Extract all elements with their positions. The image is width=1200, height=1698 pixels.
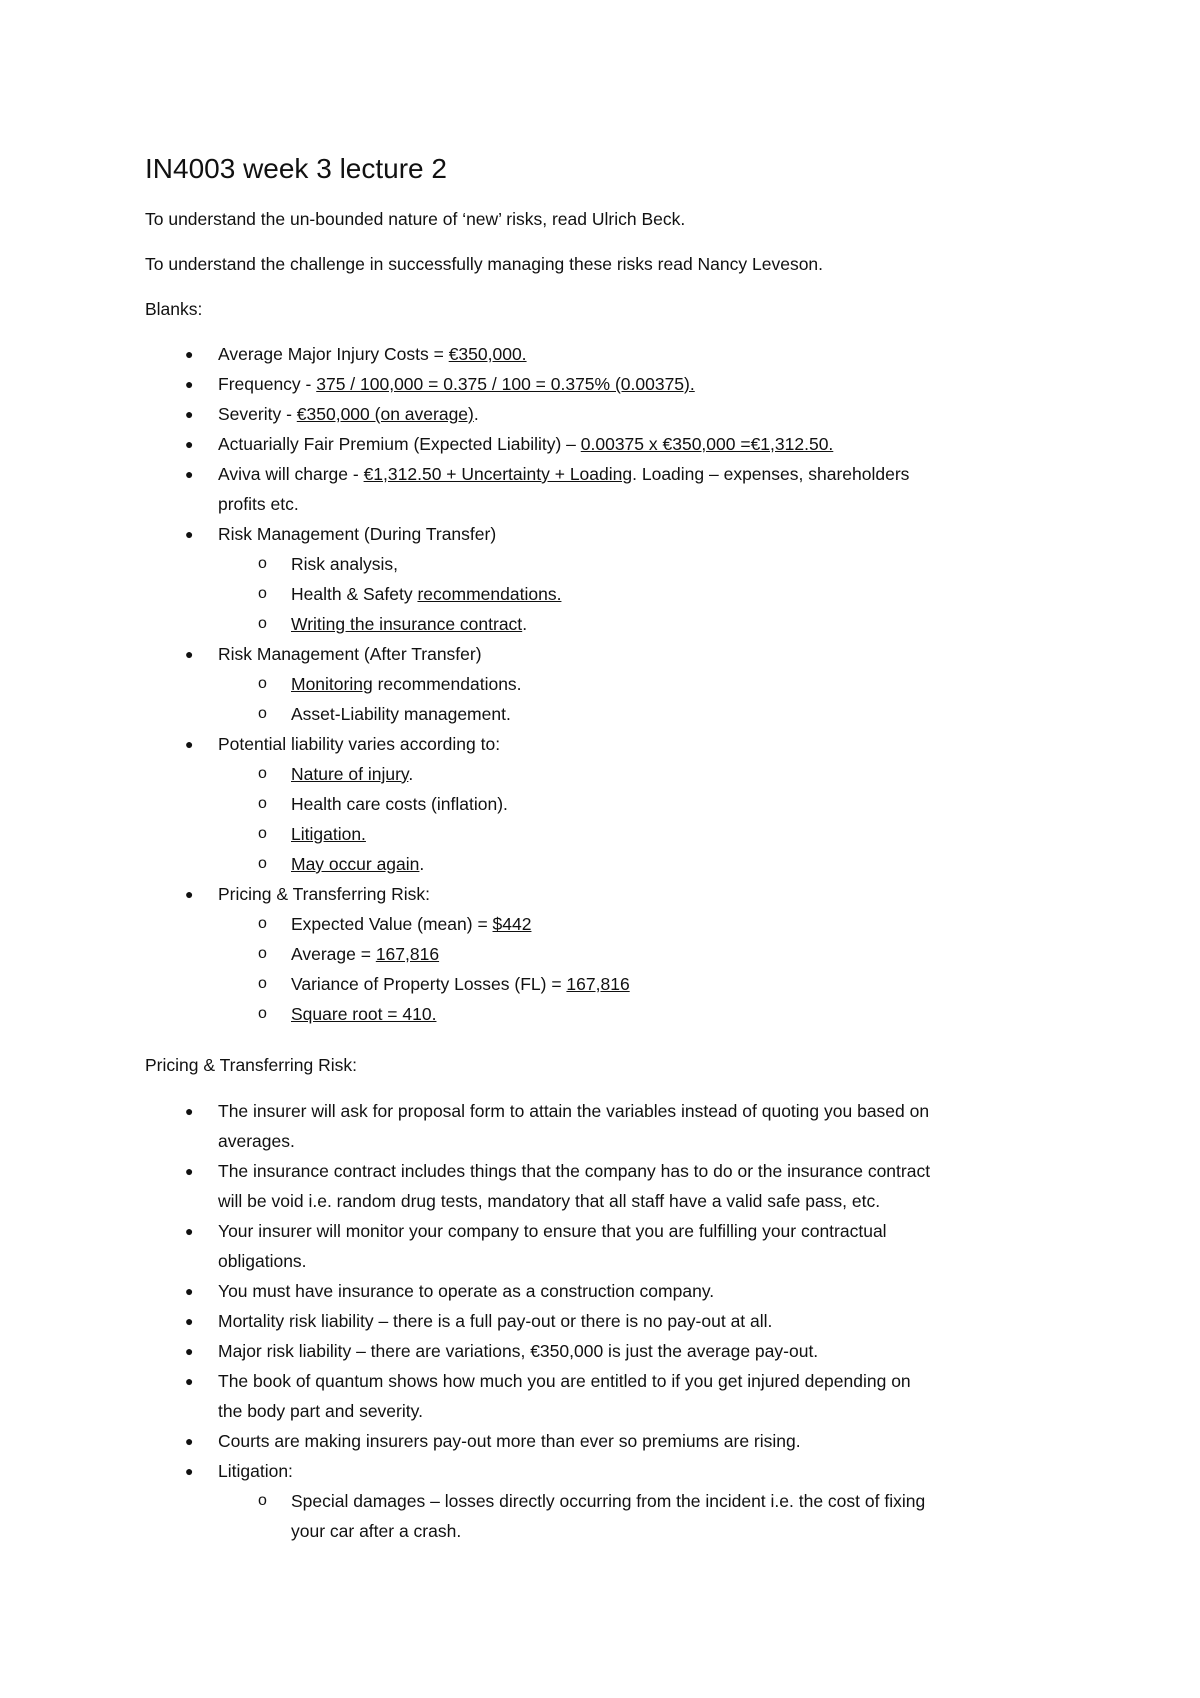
bullet-icon: ● — [185, 646, 194, 662]
sub-list-item: o Litigation. — [218, 819, 1065, 849]
list-item: ● The insurance contract includes things that the company has to do or the insurance contract will be void i.e. random drug tests, mandatory that all staff have a valid safe pass, etc. — [145, 1156, 1065, 1216]
list-item: ● Litigation: o Special damages – losses directly occurring from the incident i.e. the cost of fixing your car after a crash. — [145, 1456, 1065, 1546]
bullet-icon: ● — [185, 1463, 194, 1479]
sub-list-item: o Average = 167,816 — [218, 939, 1065, 969]
bullet-icon: ● — [185, 466, 194, 482]
bullet-icon: ● — [185, 1163, 194, 1179]
page-title: IN4003 week 3 lecture 2 — [145, 153, 447, 184]
blanks-list — [145, 339, 1065, 1029]
circle-bullet-icon: o — [258, 765, 267, 782]
blanks-heading: Blanks: — [145, 299, 203, 319]
list-item: ● Frequency - 375 / 100,000 = 0.375 / 100 = 0.375% (0.00375). — [145, 369, 1065, 399]
bullet-icon: ● — [185, 526, 194, 542]
bullet-icon: ● — [185, 406, 194, 422]
bullet-icon: ● — [185, 1373, 194, 1389]
circle-bullet-icon: o — [258, 555, 267, 572]
list-item: ● You must have insurance to operate as a construction company. — [145, 1276, 1065, 1306]
sub-list-item: o Variance of Property Losses (FL) = 167,816 — [218, 969, 1065, 999]
bullet-icon: ● — [185, 376, 194, 392]
bullet-icon: ● — [185, 1343, 194, 1359]
circle-bullet-icon: o — [258, 795, 267, 812]
sub-list-item: o Risk analysis, — [218, 549, 1065, 579]
circle-bullet-icon: o — [258, 945, 267, 962]
sub-list-item: o May occur again. — [218, 849, 1065, 879]
sublist — [218, 549, 1065, 639]
circle-bullet-icon: o — [258, 615, 267, 632]
sub-list-item: o Square root = 410. — [218, 999, 1065, 1029]
list-item: ● Mortality risk liability – there is a full pay-out or there is no pay-out at all. — [145, 1306, 1065, 1336]
list-item: ● The book of quantum shows how much you are entitled to if you get injured depending on the body part and severity. — [145, 1366, 1065, 1426]
sub-list-item: o Nature of injury. — [218, 759, 1065, 789]
sub-list-item: o Health & Safety recommendations. — [218, 579, 1065, 609]
circle-bullet-icon: o — [258, 825, 267, 842]
sub-list-item: o Health care costs (inflation). — [218, 789, 1065, 819]
list-item: ● Potential liability varies according to: o Nature of injury. o Health care costs (inflation). o Litigation. o May occur again. — [145, 729, 1065, 879]
sub-list-item: o Monitoring recommendations. — [218, 669, 1065, 699]
sub-list-item: o Asset-Liability management. — [218, 699, 1065, 729]
bullet-icon: ● — [185, 346, 194, 362]
list-item: ● The insurer will ask for proposal form to attain the variables instead of quoting you based on averages. — [145, 1096, 1065, 1156]
bullet-icon: ● — [185, 1103, 194, 1119]
circle-bullet-icon: o — [258, 675, 267, 692]
list-item: ● Risk Management (During Transfer) o Risk analysis, o Health & Safety recommendations. o Writing the insurance contract. — [145, 519, 1065, 639]
list-item: ● Severity - €350,000 (on average). — [145, 399, 1065, 429]
pricing-list — [145, 1096, 1065, 1546]
list-item: ● Actuarially Fair Premium (Expected Liability) – 0.00375 x €350,000 =€1,312.50. — [145, 429, 1065, 459]
intro-ulrich-beck: To understand the un-bounded nature of ‘new’ risks, read Ulrich Beck. — [145, 209, 686, 229]
circle-bullet-icon: o — [258, 705, 267, 722]
sublist — [218, 909, 1065, 1029]
sublist — [218, 1486, 1065, 1546]
sublist — [218, 669, 1065, 729]
intro-nancy-leveson: To understand the challenge in successfully managing these risks read Nancy Leveson. — [145, 254, 824, 274]
bullet-icon: ● — [185, 1283, 194, 1299]
list-item: ● Average Major Injury Costs = €350,000. — [145, 339, 1065, 369]
sub-list-item: o Writing the insurance contract. — [218, 609, 1065, 639]
bullet-icon: ● — [185, 436, 194, 452]
bullet-icon: ● — [185, 1223, 194, 1239]
list-item: ● Risk Management (After Transfer) o Monitoring recommendations. o Asset-Liability management. — [145, 639, 1065, 729]
circle-bullet-icon: o — [258, 855, 267, 872]
list-item: ● Your insurer will monitor your company to ensure that you are fulfilling your contractual obligations. — [145, 1216, 1065, 1276]
sublist — [218, 759, 1065, 879]
circle-bullet-icon: o — [258, 915, 267, 932]
circle-bullet-icon: o — [258, 975, 267, 992]
list-item: ● Courts are making insurers pay-out more than ever so premiums are rising. — [145, 1426, 1065, 1456]
circle-bullet-icon: o — [258, 585, 267, 602]
list-item: ● Aviva will charge - €1,312.50 + Uncertainty + Loading. Loading – expenses, shareholders profits etc. — [145, 459, 1065, 519]
bullet-icon: ● — [185, 886, 194, 902]
bullet-icon: ● — [185, 736, 194, 752]
bullet-icon: ● — [185, 1433, 194, 1449]
list-item: ● Pricing & Transferring Risk: o Expected Value (mean) = $442 o Average = 167,816 o Variance of Property Losses (FL) = 167,816 o Square root = 410. — [145, 879, 1065, 1029]
pricing-heading: Pricing & Transferring Risk: — [145, 1055, 358, 1075]
sub-list-item: o Special damages – losses directly occurring from the incident i.e. the cost of fixing your car after a crash. — [218, 1486, 1065, 1546]
circle-bullet-icon: o — [258, 1492, 267, 1509]
list-item: ● Major risk liability – there are variations, €350,000 is just the average pay-out. — [145, 1336, 1065, 1366]
circle-bullet-icon: o — [258, 1005, 267, 1022]
sub-list-item: o Expected Value (mean) = $442 — [218, 909, 1065, 939]
bullet-icon: ● — [185, 1313, 194, 1329]
